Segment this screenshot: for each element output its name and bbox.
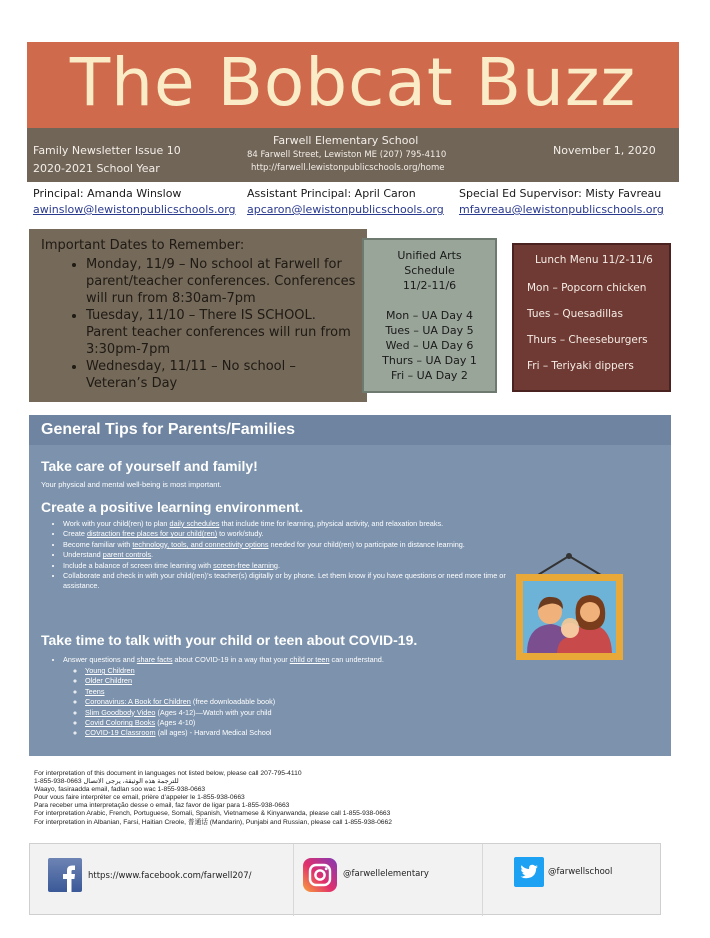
- staff-assistant-principal: [247, 187, 444, 216]
- tips-heading-environment: Create a positive learning environment.: [41, 499, 304, 515]
- unified-arts-schedule: [362, 238, 497, 393]
- list-item: • Collaborate and check in with your child(ren)’s teacher(s) digitally or by phone. Let them know if you have questions or need more time or assistance.: [63, 571, 533, 592]
- ua-row: Fri – UA Day 2: [391, 369, 468, 382]
- school-name: Farwell Elementary School: [273, 134, 419, 147]
- twitter-handle[interactable]: @farwellschool: [548, 867, 613, 877]
- interp-line: Waayo, fasiraadda email, fadlan soo wac 1-855-938-0663: [34, 786, 206, 794]
- interp-line: Pour vous faire interpréter ce email, prière d’appeler le 1-855-938-0663: [34, 794, 245, 802]
- date-item: • Monday, 11/9 – No school at Farwell for parent/teacher conferences. Conferences will run from 8:30am-7pm: [86, 256, 357, 307]
- lunch-row: Fri – Teriyaki dippers: [527, 360, 634, 372]
- ua-row: Tues – UA Day 5: [385, 324, 474, 337]
- lunch-title: Lunch Menu 11/2-11/6: [535, 254, 653, 266]
- newsletter-title: The Bobcat Buzz: [69, 44, 637, 121]
- link-technology-tools[interactable]: technology, tools, and connectivity options: [132, 539, 269, 549]
- ua-range: 11/2-11/6: [402, 279, 457, 292]
- link-distraction-free[interactable]: distraction free places for your child(ren): [86, 529, 218, 539]
- lunch-row: Mon – Popcorn chicken: [527, 282, 647, 294]
- list-item: • Understand parent controls.: [63, 550, 533, 560]
- staff-sped-supervisor: [459, 187, 664, 216]
- issue-label: Family Newsletter Issue 10: [33, 144, 181, 157]
- ua-row: Thurs – UA Day 1: [382, 354, 477, 367]
- tips-heading-selfcare: Take care of yourself and family!: [41, 458, 258, 474]
- lunch-menu: [512, 243, 671, 392]
- interp-line: 1-855-938-0663 للترجمة هذه الوثيقة، يرجى الاتصال: [34, 778, 179, 786]
- link-coronavirus-book[interactable]: Coronavirus: A Book for Children: [85, 697, 191, 707]
- link-slim-goodbody[interactable]: Slim Goodbody Video: [85, 707, 156, 717]
- resource-item: [85, 687, 405, 697]
- staff-label: Principal: Amanda Winslow: [33, 187, 182, 200]
- instagram-icon[interactable]: [303, 858, 337, 892]
- facebook-link[interactable]: https://www.facebook.com/farwell207/: [88, 871, 252, 881]
- interp-line: Para receber uma interpretação desse o email, faz favor de ligar para 1-855-938-0663: [34, 802, 290, 810]
- list-item: • Become familiar with technology, tools, and connectivity options needed for your child(ren) to participate in distance learning.: [63, 540, 533, 550]
- list-item: • Create distraction free places for your child(ren) to work/study.: [63, 529, 533, 539]
- ua-row: Mon – UA Day 4: [386, 309, 473, 322]
- link-child-or-teen[interactable]: child or teen: [289, 655, 330, 664]
- resource-item: [85, 676, 405, 686]
- instagram-handle[interactable]: @farwellelementary: [343, 869, 429, 879]
- staff-email[interactable]: awinslow@lewistonpublicschools.org: [33, 203, 236, 216]
- staff-label: Special Ed Supervisor: Misty Favreau: [459, 187, 662, 200]
- link-young-children[interactable]: Young Children: [85, 666, 135, 675]
- twitter-icon[interactable]: [514, 857, 544, 887]
- ua-title: Unified Arts: [397, 249, 462, 262]
- interp-line: For interpretation Arabic, French, Portuguese, Somali, Spanish, Vietnamese & Kinyarwanda, please call 1-855-938-0663: [34, 810, 391, 818]
- staff-email[interactable]: mfavreau@lewistonpublicschools.org: [459, 203, 664, 216]
- staff-label: Assistant Principal: April Caron: [247, 187, 416, 200]
- resource-item: ◦ Covid Coloring Books (Ages 4-10): [85, 718, 405, 728]
- link-coloring-books[interactable]: Covid Coloring Books: [85, 718, 156, 728]
- link-teens[interactable]: Teens: [85, 686, 105, 696]
- resource-item: ◦ COVID-19 Classroom (all ages) - Harvard Medical School: [85, 728, 405, 738]
- family-portrait-illustration: [513, 552, 626, 662]
- staff-email[interactable]: apcaron@lewistonpublicschools.org: [247, 203, 444, 216]
- tips-header: General Tips for Parents/Families: [29, 415, 671, 445]
- date-item: • Tuesday, 11/10 – There IS SCHOOL. Parent teacher conferences will run from 3:30pm-7pm: [86, 307, 357, 358]
- link-share-facts[interactable]: share facts: [136, 655, 173, 664]
- ua-row: Wed – UA Day 6: [385, 339, 474, 352]
- lunch-row: Tues – Quesadillas: [527, 308, 623, 320]
- info-bar: [27, 128, 679, 182]
- staff-principal: [33, 187, 236, 216]
- list-item: • Include a balance of screen time learning with screen-free learning.: [63, 561, 533, 571]
- date-item: • Wednesday, 11/11 – No school – Veteran’s Day: [86, 358, 357, 392]
- list-item: • Answer questions and share facts about COVID-19 in a way that your child or teen can understand.: [63, 655, 533, 665]
- link-daily-schedules[interactable]: daily schedules: [169, 519, 220, 528]
- link-covid-classroom[interactable]: COVID-19 Classroom: [85, 728, 156, 738]
- issue-date: November 1, 2020: [553, 144, 656, 157]
- dates-heading: Important Dates to Remember:: [41, 238, 245, 253]
- dates-list: [41, 256, 357, 392]
- tips-selfcare-text: Your physical and mental well-being is most important.: [41, 480, 222, 489]
- link-parent-controls[interactable]: parent controls: [102, 550, 152, 560]
- resource-item: [85, 666, 405, 676]
- link-older-children[interactable]: Older Children: [85, 676, 133, 686]
- interp-line: For interpretation in Albanian, Farsi, Haitian Creole, 普通话 (Mandarin), Punjabi and Russian, please call 1-855-938-0662: [34, 818, 392, 826]
- lunch-row: Thurs – Cheeseburgers: [527, 334, 648, 346]
- interpretation-notice: [34, 770, 594, 827]
- ua-title: Schedule: [404, 264, 455, 277]
- facebook-icon[interactable]: [48, 858, 82, 892]
- list-item: • Work with your child(ren) to plan daily schedules that include time for learning, physical activity, and relaxation breaks.: [63, 519, 533, 529]
- school-year: 2020-2021 School Year: [33, 162, 160, 175]
- link-screen-free[interactable]: screen-free learning: [213, 560, 278, 570]
- covid-list: [49, 655, 533, 665]
- school-url[interactable]: http://farwell.lewistonpublicschools.org/home: [251, 163, 445, 173]
- resource-item: ◦ Coronavirus: A Book for Children (free downloadable book): [85, 697, 405, 707]
- resource-list: [73, 666, 405, 739]
- resource-item: ◦ Slim Goodbody Video (Ages 4-12)—Watch with your child: [85, 708, 405, 718]
- important-dates-box: [29, 229, 367, 402]
- tips-heading-covid: Take time to talk with your child or teen about COVID-19.: [41, 632, 418, 648]
- social-media-bar: [29, 843, 661, 915]
- environment-list: [49, 519, 533, 592]
- interp-line: For interpretation of this document in languages not listed below, please call 207-795-4110: [34, 770, 302, 777]
- school-address: 84 Farwell Street, Lewiston ME (207) 795-4110: [247, 150, 447, 160]
